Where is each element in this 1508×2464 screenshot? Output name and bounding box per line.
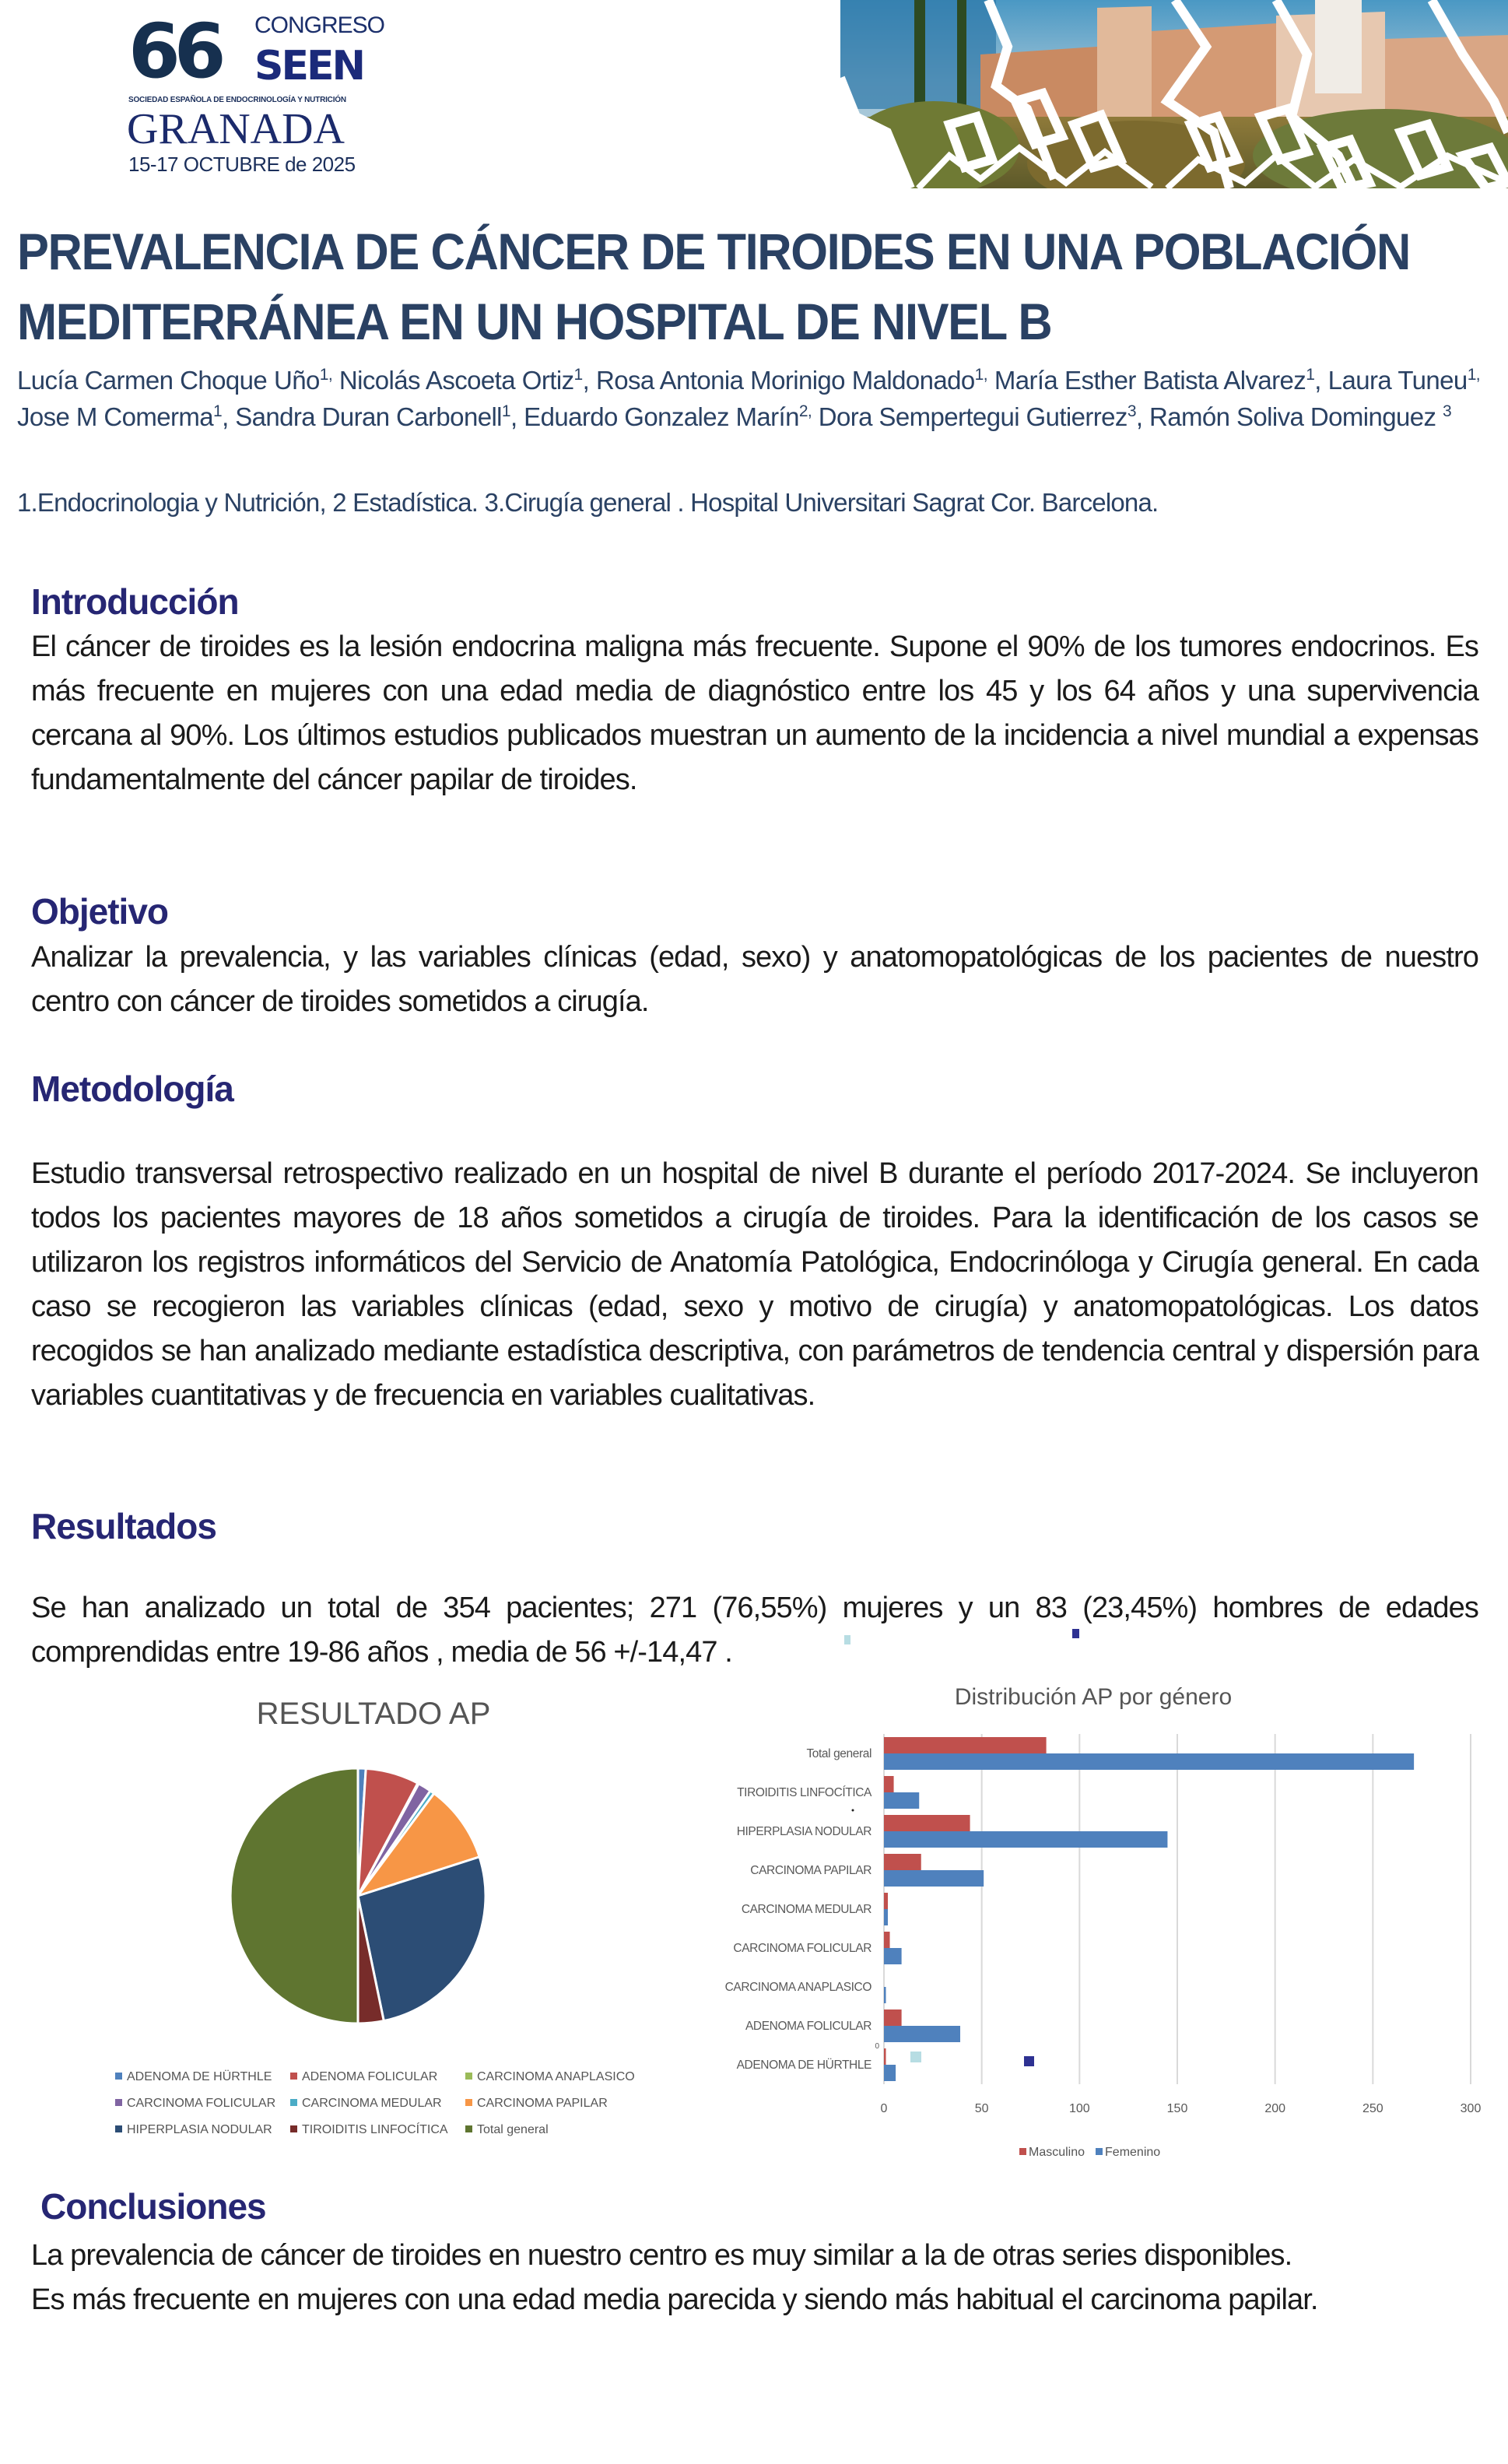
bar-chart-title: Distribución AP por género [954, 1684, 1233, 1710]
bar-femenino [884, 1987, 886, 2003]
bar-femenino [884, 2026, 960, 2042]
legend-swatch [115, 2125, 122, 2132]
legend-swatch [465, 2073, 472, 2080]
stray-zero-label: 0 [875, 2042, 879, 2051]
legend-swatch [115, 2073, 122, 2080]
logo-right-column [254, 11, 402, 92]
logo-city: GRANADA [127, 105, 345, 153]
author: María Esther Batista Alvarez$^1$ [987, 366, 1315, 395]
legend-label: Masculino [1029, 2146, 1085, 2159]
bar-masculino [884, 2009, 902, 2026]
author: Nicolás Ascoeta Ortiz$^1$ [332, 366, 583, 395]
author: Dora Sempertegui Gutierrez$^3$ [812, 402, 1136, 431]
body-conclusiones [31, 2234, 1478, 2322]
bar-masculino [884, 1893, 888, 1909]
bar-masculino [884, 1815, 970, 1831]
legend-swatch [290, 2073, 297, 2080]
author: Jose M Comerma$^1$ [17, 402, 223, 431]
logo-dates: 15-17 OCTUBRE de 2025 [128, 153, 356, 176]
y-category-label: CARCINOMA MEDULAR [741, 1903, 871, 1916]
pie-legend-item [115, 2064, 290, 2090]
pie-legend-item [290, 2117, 465, 2143]
y-category-label: ADENOMA DE HÜRTHLE [736, 2059, 871, 2072]
legend-swatch [465, 2125, 472, 2132]
y-category-label: CARCINOMA PAPILAR [750, 1864, 871, 1877]
bar-femenino [884, 1948, 902, 1964]
legend-label: Femenino [1105, 2146, 1161, 2159]
y-category-label: HIPERPLASIA NODULAR [736, 1825, 871, 1838]
pie-legend-item [465, 2090, 668, 2117]
logo-acronym: SEEN [254, 43, 364, 90]
body-introduccion: El cáncer de tiroides es la lesión endocrina maligna más frecuente. Supone el 90% de los tumores endocrinos. Es más frecuente en mujeres con una edad media de diagnóstico entre los 45 y los 64 años y una supervivencia cercana al 90%. Los últimos estudios publicados muestran un aumento de la incidencia a nivel mundial a expensas fundamentalmente del cáncer papilar de tiroides. [31, 630, 1478, 796]
bar-masculino [884, 1854, 921, 1870]
body-metodologia: Estudio transversal retrospectivo realizado en un hospital de nivel B durante el período 2017-2024. Se incluyeron todos los pacientes mayores de 18 años sometidos a cirugía de tiroides. Para la identificación de los casos se utilizaron los registros informáticos del Servicio de Anatomía Patológica, Endocrinóloga y Cirugía general. En cada caso se recogieron las variables clínicas (edad, sexo y motivo de cirugía) y anatomopatológicas. Los datos recogidos se han analizado mediante estadística descriptiva, con parámetros de tendencia central y dispersión para variables cuantitativas y de frecuencia en variables cualitativas. [31, 1157, 1478, 1412]
bar-femenino [884, 1753, 1414, 1770]
bar-masculino [884, 2048, 886, 2065]
bar-femenino [884, 1870, 984, 1887]
stray-legend-mark [1024, 2056, 1034, 2066]
y-category-label: Total general [806, 1747, 871, 1760]
heading-resultados: Resultados [31, 1506, 216, 1546]
author: , Laura Tuneu$^{1,}$ [1314, 366, 1481, 395]
pie-legend-item [290, 2090, 465, 2117]
title-line-2: MEDITERRÁNEA EN UN HOSPITAL DE NIVEL B [17, 293, 1052, 350]
x-tick-label: 0 [880, 2102, 888, 2115]
x-tick-label: 250 [1362, 2102, 1384, 2115]
stray-dot [852, 1809, 854, 1812]
legend-label: CARCINOMA FOLICULAR [127, 2097, 276, 2110]
legend-label: CARCINOMA MEDULAR [302, 2097, 442, 2110]
legend-swatch [1096, 2148, 1103, 2155]
author-list [17, 362, 1480, 435]
author: , Sandra Duran Carbonell$^1$ [222, 402, 511, 431]
stray-legend-mark [1072, 1629, 1079, 1638]
legend-swatch [465, 2099, 472, 2106]
pie-legend-item [115, 2117, 290, 2143]
x-tick-label: 50 [974, 2102, 989, 2115]
bar-masculino [884, 1776, 894, 1792]
bar-legend-item [1019, 2146, 1085, 2159]
poster-title [17, 216, 1410, 356]
legend-label: ADENOMA DE HÜRTHLE [127, 2070, 272, 2083]
bar-legend [1019, 2146, 1171, 2159]
heading-introduccion: Introducción [31, 581, 239, 622]
stray-legend-mark [910, 2052, 921, 2062]
author: Lucía Carmen Choque Uño$^{1,}$ [17, 366, 333, 395]
conclusion-1: La prevalencia de cáncer de tiroides en nuestro centro es muy similar a la de otras series disponibles. [31, 2239, 1292, 2272]
legend-label: TIROIDITIS LINFOCÍTICA [302, 2123, 448, 2136]
pie-legend-item [290, 2064, 465, 2090]
y-category-label: CARCINOMA FOLICULAR [733, 1942, 871, 1955]
legend-swatch [115, 2099, 122, 2106]
legend-label: CARCINOMA ANAPLASICO [477, 2070, 635, 2083]
y-category-label: ADENOMA FOLICULAR [745, 2020, 871, 2033]
pie-legend [115, 2064, 691, 2143]
legend-label: CARCINOMA PAPILAR [477, 2097, 608, 2110]
conclusion-2: Es más frecuente en mujeres con una edad media parecida y siendo más habitual el carcinoma papilar. [31, 2283, 1318, 2316]
x-tick-label: 100 [1068, 2102, 1090, 2115]
logo-number: 66 [128, 8, 220, 95]
bar-chart [693, 1712, 1486, 2132]
legend-swatch [290, 2125, 297, 2132]
bar-femenino [884, 1792, 919, 1809]
pie-chart-title: RESULTADO AP [256, 1697, 491, 1731]
pie-chart [109, 1743, 638, 2055]
heading-objetivo: Objetivo [31, 891, 169, 932]
author: , Eduardo Gonzalez Marín$^{2,}$ [510, 402, 812, 431]
affiliations: 1.Endocrinologia y Nutrición, 2 Estadística. 3.Cirugía general . Hospital Universitari Sagrat Cor. Barcelona. [17, 488, 1159, 517]
legend-label: HIPERPLASIA NODULAR [127, 2123, 272, 2136]
bar-femenino [884, 2065, 896, 2081]
heading-conclusiones: Conclusiones [40, 2186, 266, 2227]
bar-femenino [884, 1909, 888, 1925]
congress-logo [127, 8, 409, 176]
stray-legend-mark [844, 1635, 850, 1644]
pie-legend-item [465, 2117, 668, 2143]
bar-legend-item [1096, 2146, 1160, 2159]
logo-society: SOCIEDAD ESPAÑOLA DE ENDOCRINOLOGÍA Y NUTRICIÓN [128, 96, 346, 104]
pie-legend-item [465, 2064, 668, 2090]
pie-slice-total-general [230, 1768, 358, 2023]
legend-label: ADENOMA FOLICULAR [302, 2070, 438, 2083]
body-resultados: Se han analizado un total de 354 pacientes; 271 (76,55%) mujeres y un 83 (23,45%) hombres de edades comprendidas entre 19-86 años , media de 56 +/-14,47 . [31, 1592, 1478, 1669]
title-line-1: PREVALENCIA DE CÁNCER DE TIROIDES EN UNA POBLACIÓN [17, 223, 1410, 280]
x-tick-label: 200 [1264, 2102, 1286, 2115]
bar-femenino [884, 1831, 1167, 1848]
y-category-label: CARCINOMA ANAPLASICO [724, 1981, 871, 1994]
author: , Rosa Antonia Morinigo Maldonado$^{1,}$ [582, 366, 987, 395]
logo-top-row [128, 8, 409, 95]
y-category-label: TIROIDITIS LINFOCÍTICA [737, 1786, 871, 1799]
x-tick-label: 300 [1460, 2102, 1482, 2115]
logo-congreso: CONGRESO [254, 12, 385, 38]
pie-legend-item [115, 2090, 290, 2117]
header-banner-image [840, 0, 1508, 188]
heading-metodologia: Metodología [31, 1069, 233, 1109]
x-tick-label: 150 [1166, 2102, 1188, 2115]
bar-masculino [884, 1932, 890, 1948]
legend-label: Total general [477, 2123, 549, 2136]
legend-swatch [1019, 2148, 1026, 2155]
bar-masculino [884, 1737, 1047, 1753]
legend-swatch [290, 2099, 297, 2106]
body-objetivo: Analizar la prevalencia, y las variables clínicas (edad, sexo) y anatomopatológicas de los pacientes de nuestro centro con cáncer de tiroides sometidos a cirugía. [31, 941, 1478, 1018]
author: , Ramón Soliva Dominguez $^3$ [1135, 402, 1452, 431]
